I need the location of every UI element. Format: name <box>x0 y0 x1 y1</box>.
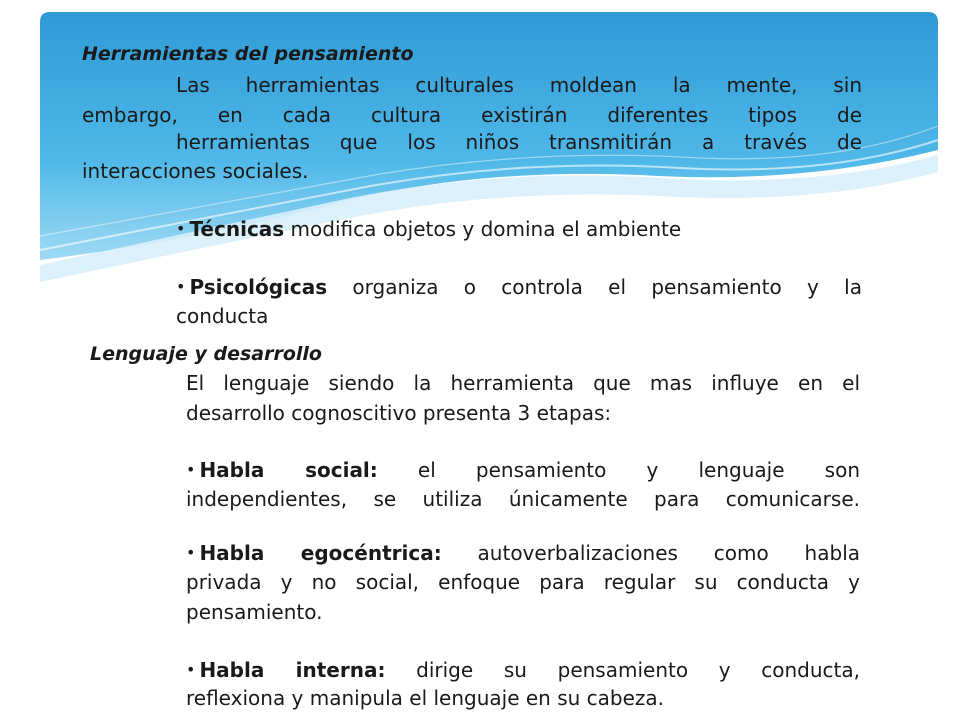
paragraph-line-4: interacciones sociales. <box>82 159 309 183</box>
bullet-text: autoverbalizaciones como habla <box>441 541 860 565</box>
section-heading-herramientas: Herramientas del pensamiento <box>82 43 414 65</box>
bullet-habla-social-line-2: independientes, se utiliza únicamente para comunicarse. <box>186 487 860 511</box>
paragraph-line-2: embargo, en cada cultura existirán diferentes tipos de <box>82 103 862 127</box>
bullet-habla-egocentrica-line-2: privada y no social, enfoque para regular su conducta y <box>186 570 860 594</box>
bullet-dot-icon: • <box>186 660 196 679</box>
bullet-tecnicas <box>176 214 681 244</box>
bullet-dot-icon: • <box>176 277 186 296</box>
bullet-term: Habla interna: <box>199 658 386 682</box>
bullet-habla-egocentrica-line-1 <box>186 538 860 568</box>
paragraph2-line-2: desarrollo cognoscitivo presenta 3 etapas: <box>186 401 612 425</box>
bullet-dot-icon: • <box>186 543 196 562</box>
paragraph-line-1: Las herramientas culturales moldean la mente, sin <box>176 73 862 97</box>
bullet-dot-icon: • <box>186 460 196 479</box>
bullet-term: Psicológicas <box>189 275 328 299</box>
bullet-habla-egocentrica-line-3: pensamiento. <box>186 600 323 624</box>
bullet-term: Habla social: <box>199 458 378 482</box>
bullet-habla-interna-line-1 <box>186 655 860 685</box>
bullet-psicologicas-line-1 <box>176 272 862 302</box>
bullet-text: organiza o controla el pensamiento y la <box>327 275 862 299</box>
bullet-text: el pensamiento y lenguaje son <box>377 458 860 482</box>
section-heading-lenguaje: Lenguaje y desarrollo <box>90 343 322 365</box>
bullet-text: dirige su pensamiento y conducta, <box>385 658 860 682</box>
paragraph2-line-1: El lenguaje siendo la herramienta que mas influye en el <box>186 371 860 395</box>
bullet-term: Habla egocéntrica: <box>199 541 442 565</box>
bullet-text: modifica objetos y domina el ambiente <box>284 217 682 241</box>
bullet-dot-icon: • <box>176 219 186 238</box>
paragraph-line-3: herramientas que los niños transmitirán a través de <box>176 130 862 154</box>
bullet-term: Técnicas <box>189 217 285 241</box>
bullet-psicologicas-line-2: conducta <box>176 304 269 328</box>
bullet-habla-interna-line-2: reflexiona y manipula el lenguaje en su cabeza. <box>186 686 665 710</box>
bullet-habla-social-line-1 <box>186 455 860 485</box>
